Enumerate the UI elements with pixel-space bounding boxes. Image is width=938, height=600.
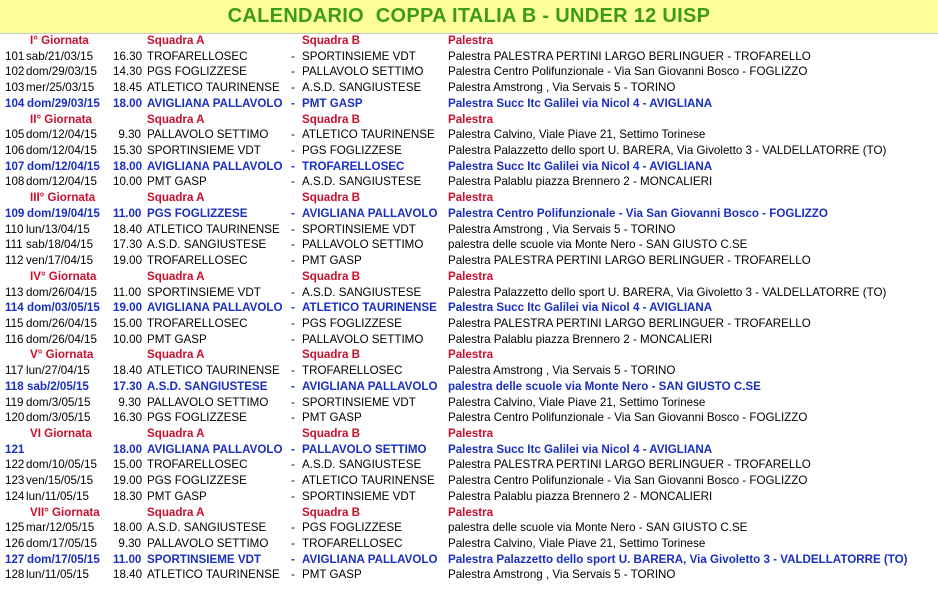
match-date: ven/15/05/15 <box>26 474 94 488</box>
round-header <box>0 190 938 206</box>
match-number: 117 <box>5 364 24 378</box>
match-date: sab/2/05/15 <box>27 379 89 393</box>
match-venue: Palestra Succ Itc Galilei via Nicol 4 - AVIGLIANA <box>448 301 713 315</box>
match-time: 18.00 <box>113 521 143 535</box>
match-number: 108 <box>5 175 25 189</box>
match-time: 18.40 <box>113 568 143 582</box>
match-venue: Palestra Palablu piazza Brennero 2 - MONCALIERI <box>448 489 713 503</box>
team-a: A.S.D. SANGIUSTESE <box>147 521 267 535</box>
match-number: 103 <box>5 81 25 95</box>
match-time: 10.00 <box>113 332 143 346</box>
team-b: PGS FOGLIZZESE <box>302 144 402 158</box>
match-time: 18.40 <box>113 222 143 236</box>
match-row <box>0 222 938 238</box>
team-a: ATLETICO TAURINENSE <box>147 568 280 582</box>
team-b: PMT GASP <box>302 568 362 582</box>
round-header <box>0 505 938 521</box>
match-row <box>0 457 938 473</box>
team-a-header: Squadra A <box>147 348 205 362</box>
venue-header: Palestra <box>448 505 494 519</box>
page-title: CALENDARIO COPPA ITALIA B - UNDER 12 UISP <box>227 5 711 27</box>
round-header <box>0 347 938 363</box>
match-row <box>0 410 938 426</box>
team-b-header: Squadra B <box>302 269 360 283</box>
match-date: dom/19/04/15 <box>27 206 100 220</box>
team-a: PALLAVOLO SETTIMO <box>147 128 269 142</box>
team-a: AVIGLIANA PALLAVOLO <box>147 442 283 456</box>
match-number: 124 <box>5 489 25 503</box>
match-date: dom/3/05/15 <box>26 395 91 409</box>
match-date: dom/12/04/15 <box>26 144 97 158</box>
match-venue: Palestra PALESTRA PERTINI LARGO BERLINGUER - TROFARELLO <box>448 458 811 472</box>
team-a: TROFARELLOSEC <box>147 316 248 330</box>
round-header <box>0 112 938 128</box>
match-row <box>0 127 938 143</box>
round-title: I° Giornata <box>30 34 89 47</box>
team-b: A.S.D. SANGIUSTESE <box>302 175 422 189</box>
team-a: AVIGLIANA PALLAVOLO <box>147 96 283 110</box>
team-separator: - <box>291 332 295 346</box>
match-number: 102 <box>5 65 25 79</box>
match-time: 15.00 <box>113 458 143 472</box>
match-date: lun/13/04/15 <box>26 222 90 236</box>
match-venue: Palestra Centro Polifunzionale - Via San Giovanni Bosco - FOGLIZZO <box>448 206 828 220</box>
match-number: 109 <box>5 206 25 220</box>
match-venue: Palestra Amstrong , Via Servais 5 - TORINO <box>448 568 676 582</box>
team-separator: - <box>291 395 295 409</box>
team-b: TROFARELLOSEC <box>302 537 403 550</box>
team-b-header: Squadra B <box>302 505 360 519</box>
match-date: lun/11/05/15 <box>26 568 89 582</box>
match-date: dom/03/05/15 <box>27 301 100 315</box>
team-separator: - <box>291 206 295 220</box>
match-row <box>0 489 938 505</box>
match-time: 17.30 <box>113 379 143 393</box>
match-number: 127 <box>5 552 25 566</box>
match-date: dom/17/05/15 <box>27 552 100 566</box>
team-separator: - <box>291 144 295 158</box>
team-separator: - <box>291 222 295 236</box>
team-separator: - <box>291 364 295 378</box>
match-row <box>0 442 938 458</box>
match-date: dom/29/03/15 <box>26 65 97 79</box>
team-b: PMT GASP <box>302 254 362 268</box>
match-time: 18.00 <box>113 159 143 173</box>
team-separator: - <box>291 128 295 142</box>
match-row <box>0 143 938 159</box>
match-row <box>0 332 938 348</box>
team-a: PGS FOGLIZZESE <box>147 411 247 425</box>
team-separator: - <box>291 238 295 252</box>
team-a: AVIGLIANA PALLAVOLO <box>147 301 283 315</box>
team-separator: - <box>291 285 295 299</box>
match-venue: Palestra Amstrong , Via Servais 5 - TORINO <box>448 81 676 95</box>
match-number: 119 <box>5 395 24 409</box>
team-a: ATLETICO TAURINENSE <box>147 81 280 95</box>
team-separator: - <box>291 379 295 393</box>
round-title: III° Giornata <box>30 191 96 205</box>
team-a: SPORTINSIEME VDT <box>147 144 261 158</box>
match-venue: Palestra Succ Itc Galilei via Nicol 4 - AVIGLIANA <box>448 159 713 173</box>
match-time: 10.00 <box>113 175 143 189</box>
match-number: 112 <box>5 254 24 268</box>
team-a-header: Squadra A <box>147 426 205 440</box>
match-row <box>0 80 938 96</box>
team-separator: - <box>291 568 295 582</box>
match-row <box>0 567 938 583</box>
match-time: 18.40 <box>113 364 143 378</box>
team-b-header: Squadra B <box>302 34 360 47</box>
team-b: SPORTINSIEME VDT <box>302 489 416 503</box>
round-header <box>0 269 938 285</box>
match-venue: Palestra Palablu piazza Brennero 2 - MONCALIERI <box>448 332 713 346</box>
match-row <box>0 237 938 253</box>
match-number: 118 <box>5 379 24 393</box>
match-number: 128 <box>5 568 25 582</box>
match-time: 18.30 <box>113 489 143 503</box>
team-b: TROFARELLOSEC <box>302 159 405 173</box>
match-row <box>0 285 938 301</box>
match-number: 122 <box>5 458 25 472</box>
team-b: SPORTINSIEME VDT <box>302 49 416 63</box>
match-row <box>0 536 938 552</box>
match-number: 116 <box>5 332 24 346</box>
team-b-header: Squadra B <box>302 112 360 126</box>
team-a: TROFARELLOSEC <box>147 254 248 268</box>
team-b: PALLAVOLO SETTIMO <box>302 442 427 456</box>
match-date: lun/27/04/15 <box>26 364 90 378</box>
team-separator: - <box>291 159 295 173</box>
venue-header: Palestra <box>448 426 494 440</box>
match-time: 9.30 <box>118 128 141 142</box>
venue-header: Palestra <box>448 191 494 205</box>
match-row <box>0 253 938 269</box>
team-a: PALLAVOLO SETTIMO <box>147 395 269 409</box>
match-time: 17.30 <box>113 238 143 252</box>
team-b: PMT GASP <box>302 411 362 425</box>
match-number: 111 <box>5 238 23 252</box>
match-row <box>0 473 938 489</box>
team-a-header: Squadra A <box>147 269 205 283</box>
team-b: AVIGLIANA PALLAVOLO <box>302 206 438 220</box>
team-separator: - <box>291 81 295 95</box>
team-b: PGS FOGLIZZESE <box>302 521 402 535</box>
round-header <box>0 33 938 49</box>
team-a: PGS FOGLIZZESE <box>147 206 248 220</box>
team-separator: - <box>291 254 295 268</box>
team-b: TROFARELLOSEC <box>302 364 403 378</box>
team-b: ATLETICO TAURINENSE <box>302 301 437 315</box>
title-bar <box>0 0 938 34</box>
match-number: 125 <box>5 521 25 535</box>
team-b: PALLAVOLO SETTIMO <box>302 238 424 252</box>
team-b: A.S.D. SANGIUSTESE <box>302 81 422 95</box>
round-title: VII° Giornata <box>30 505 100 519</box>
match-venue: Palestra Centro Polifunzionale - Via San Giovanni Bosco - FOGLIZZO <box>448 474 808 488</box>
team-b: PMT GASP <box>302 96 363 110</box>
round-title: V° Giornata <box>30 348 94 362</box>
team-a: SPORTINSIEME VDT <box>147 552 262 566</box>
team-separator: - <box>291 411 295 425</box>
match-venue: Palestra Amstrong , Via Servais 5 - TORINO <box>448 222 676 236</box>
team-b: A.S.D. SANGIUSTESE <box>302 458 422 472</box>
team-separator: - <box>291 442 295 456</box>
team-separator: - <box>291 474 295 488</box>
match-date: mar/12/05/15 <box>26 521 95 535</box>
team-a: SPORTINSIEME VDT <box>147 285 261 299</box>
team-separator: - <box>291 458 295 472</box>
match-number: 107 <box>5 159 25 173</box>
match-time: 14.30 <box>113 65 143 79</box>
team-b-header: Squadra B <box>302 348 360 362</box>
match-time: 18.00 <box>113 442 143 456</box>
team-a: TROFARELLOSEC <box>147 458 248 472</box>
match-venue: Palestra Calvino, Viale Piave 21, Settimo Torinese <box>448 128 706 142</box>
venue-header: Palestra <box>448 269 494 283</box>
match-time: 9.30 <box>118 537 141 550</box>
match-time: 15.00 <box>113 316 143 330</box>
team-b: SPORTINSIEME VDT <box>302 395 416 409</box>
match-venue: Palestra Palazzetto dello sport U. BARERA, Via Givoletto 3 - VALDELLATORRE (TO) <box>448 552 908 566</box>
team-a: AVIGLIANA PALLAVOLO <box>147 159 283 173</box>
match-time: 9.30 <box>118 395 141 409</box>
match-time: 15.30 <box>113 144 143 158</box>
team-separator: - <box>291 301 295 315</box>
team-b: ATLETICO TAURINENSE <box>302 474 435 488</box>
team-a-header: Squadra A <box>147 505 205 519</box>
match-number: 110 <box>5 222 24 236</box>
match-row <box>0 64 938 80</box>
match-row <box>0 520 938 536</box>
match-venue: Palestra Centro Polifunzionale - Via San Giovanni Bosco - FOGLIZZO <box>448 411 808 425</box>
team-b: AVIGLIANA PALLAVOLO <box>302 379 438 393</box>
match-venue: Palestra Succ Itc Galilei via Nicol 4 - AVIGLIANA <box>448 96 713 110</box>
round-title: II° Giornata <box>30 112 92 126</box>
match-time: 19.00 <box>113 474 143 488</box>
match-date: sab/18/04/15 <box>26 238 94 252</box>
match-number: 115 <box>5 316 24 330</box>
match-number: 104 <box>5 96 25 110</box>
match-row <box>0 159 938 175</box>
team-separator: - <box>291 537 295 550</box>
match-number: 105 <box>5 128 25 142</box>
match-row <box>0 316 938 332</box>
match-row <box>0 300 938 316</box>
match-venue: Palestra Calvino, Viale Piave 21, Settimo Torinese <box>448 395 706 409</box>
match-venue: Palestra PALESTRA PERTINI LARGO BERLINGUER - TROFARELLO <box>448 254 811 268</box>
match-number: 123 <box>5 474 25 488</box>
team-b: PGS FOGLIZZESE <box>302 316 402 330</box>
team-a: PGS FOGLIZZESE <box>147 65 247 79</box>
schedule-list <box>0 33 938 583</box>
venue-header: Palestra <box>448 112 494 126</box>
match-date: dom/12/04/15 <box>27 159 100 173</box>
match-venue: Palestra Palazzetto dello sport U. BARERA, Via Givoletto 3 - VALDELLATORRE (TO) <box>448 144 887 158</box>
match-number: 126 <box>5 537 25 550</box>
match-row <box>0 363 938 379</box>
match-row <box>0 174 938 190</box>
match-venue: Palestra Palablu piazza Brennero 2 - MONCALIERI <box>448 175 713 189</box>
venue-header: Palestra <box>448 348 494 362</box>
team-a-header: Squadra A <box>147 191 205 205</box>
venue-header: Palestra <box>448 34 494 47</box>
match-row <box>0 206 938 222</box>
team-a: ATLETICO TAURINENSE <box>147 222 280 236</box>
match-date: dom/29/03/15 <box>27 96 100 110</box>
team-separator: - <box>291 552 295 566</box>
match-venue: palestra delle scuole via Monte Nero - SAN GIUSTO C.SE <box>448 379 761 393</box>
team-b: PALLAVOLO SETTIMO <box>302 332 424 346</box>
team-a: A.S.D. SANGIUSTESE <box>147 238 267 252</box>
team-a: PALLAVOLO SETTIMO <box>147 537 269 550</box>
match-row <box>0 96 938 112</box>
match-row <box>0 379 938 395</box>
team-separator: - <box>291 49 295 63</box>
match-date: dom/12/04/15 <box>26 128 97 142</box>
match-time: 19.00 <box>113 254 143 268</box>
match-venue: Palestra PALESTRA PERTINI LARGO BERLINGUER - TROFARELLO <box>448 316 811 330</box>
team-separator: - <box>291 316 295 330</box>
match-date: dom/12/04/15 <box>26 175 97 189</box>
match-time: 11.00 <box>113 552 142 566</box>
round-title: IV° Giornata <box>30 269 97 283</box>
team-a: TROFARELLOSEC <box>147 49 248 63</box>
match-number: 113 <box>5 285 24 299</box>
match-time: 16.30 <box>113 411 143 425</box>
team-a-header: Squadra A <box>147 34 205 47</box>
team-a: PMT GASP <box>147 175 207 189</box>
team-a: ATLETICO TAURINENSE <box>147 364 280 378</box>
match-time: 19.00 <box>113 301 143 315</box>
team-a: PMT GASP <box>147 489 207 503</box>
team-a: PMT GASP <box>147 332 207 346</box>
team-b: SPORTINSIEME VDT <box>302 222 416 236</box>
match-time: 18.45 <box>113 81 143 95</box>
match-number: 106 <box>5 144 25 158</box>
match-row <box>0 552 938 568</box>
match-number: 101 <box>5 49 25 63</box>
team-a-header: Squadra A <box>147 112 205 126</box>
team-b-header: Squadra B <box>302 191 360 205</box>
team-b: PALLAVOLO SETTIMO <box>302 65 424 79</box>
match-venue: palestra delle scuole via Monte Nero - SAN GIUSTO C.SE <box>448 521 748 535</box>
match-date: sab/21/03/15 <box>26 49 94 63</box>
match-venue: Palestra Centro Polifunzionale - Via San Giovanni Bosco - FOGLIZZO <box>448 65 808 79</box>
team-separator: - <box>291 65 295 79</box>
team-a: PGS FOGLIZZESE <box>147 474 247 488</box>
match-date: dom/3/05/15 <box>26 411 91 425</box>
team-b: A.S.D. SANGIUSTESE <box>302 285 422 299</box>
team-separator: - <box>291 489 295 503</box>
match-number: 120 <box>5 411 25 425</box>
match-number: 114 <box>5 301 24 315</box>
match-time: 18.00 <box>113 96 143 110</box>
match-row <box>0 49 938 65</box>
match-date: dom/17/05/15 <box>26 537 97 550</box>
team-b: AVIGLIANA PALLAVOLO <box>302 552 438 566</box>
match-venue: Palestra Succ Itc Galilei via Nicol 4 - AVIGLIANA <box>448 442 713 456</box>
round-title: VI Giornata <box>30 426 92 440</box>
match-date: lun/11/05/15 <box>26 489 89 503</box>
round-header <box>0 426 938 442</box>
match-number: 121 <box>5 442 25 456</box>
match-date: dom/26/04/15 <box>26 285 97 299</box>
team-b-header: Squadra B <box>302 426 360 440</box>
match-date: dom/26/04/15 <box>26 332 97 346</box>
match-venue: Palestra Amstrong , Via Servais 5 - TORINO <box>448 364 676 378</box>
team-separator: - <box>291 175 295 189</box>
team-separator: - <box>291 96 295 110</box>
match-time: 11.00 <box>113 206 142 220</box>
match-venue: Palestra Calvino, Viale Piave 21, Settimo Torinese <box>448 537 706 550</box>
match-date: mer/25/03/15 <box>26 81 95 95</box>
match-venue: palestra delle scuole via Monte Nero - SAN GIUSTO C.SE <box>448 238 748 252</box>
match-venue: Palestra Palazzetto dello sport U. BARERA, Via Givoletto 3 - VALDELLATORRE (TO) <box>448 285 887 299</box>
team-b: ATLETICO TAURINENSE <box>302 128 435 142</box>
team-a: A.S.D. SANGIUSTESE <box>147 379 268 393</box>
match-venue: Palestra PALESTRA PERTINI LARGO BERLINGUER - TROFARELLO <box>448 49 811 63</box>
match-date: dom/10/05/15 <box>26 458 97 472</box>
match-date: dom/26/04/15 <box>26 316 97 330</box>
team-separator: - <box>291 521 295 535</box>
match-time: 16.30 <box>113 49 143 63</box>
match-row <box>0 395 938 411</box>
match-date: ven/17/04/15 <box>26 254 94 268</box>
match-time: 11.00 <box>113 285 142 299</box>
